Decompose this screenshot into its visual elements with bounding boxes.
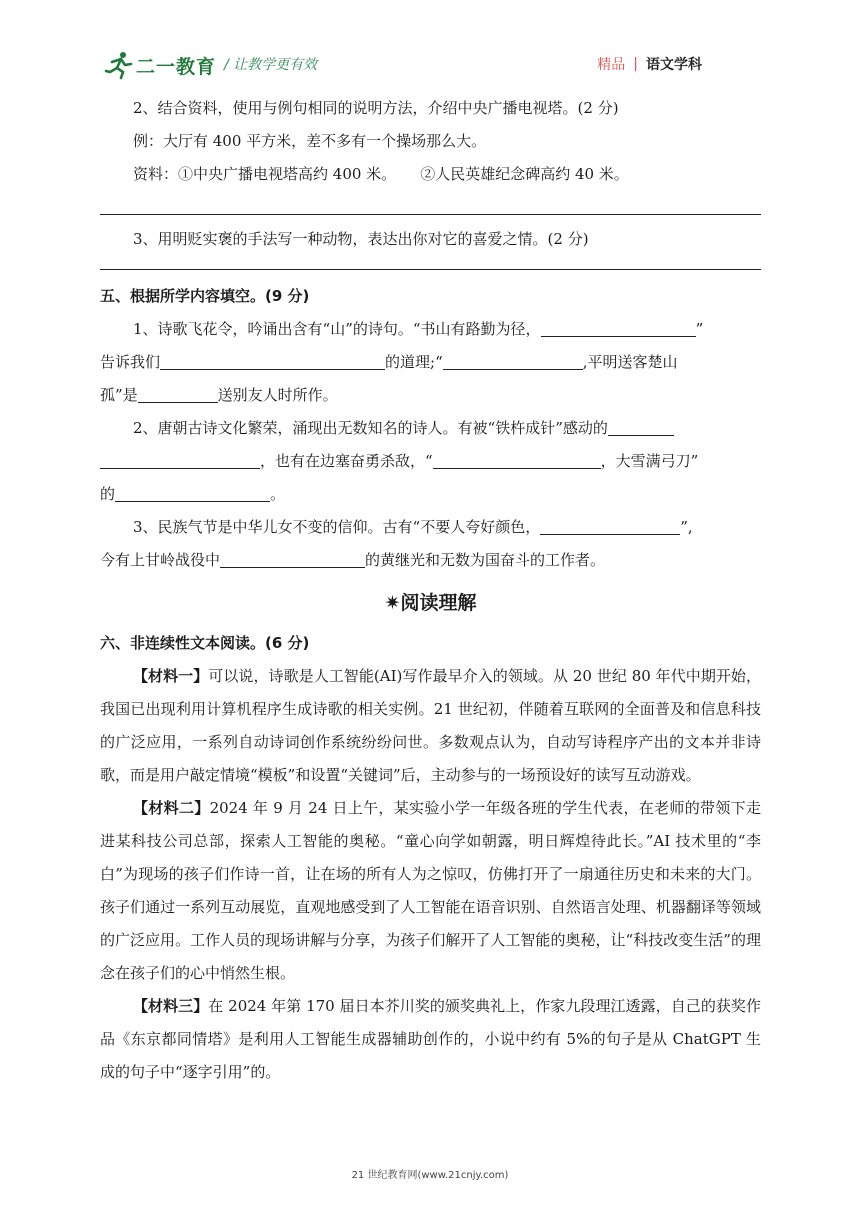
material-1 <box>100 660 761 792</box>
page-header <box>100 46 760 82</box>
q4-3-question: 3、用明贬实褒的手法写一种动物，表达出你对它的喜爱之情。(2 分) <box>133 230 589 248</box>
material-a: ①中央广播电视塔高约 400 米。 <box>178 165 397 183</box>
q4-2-material <box>100 158 761 191</box>
q4-2-example: 例：大厅有 400 平方米，差不多有一个操场那么大。 <box>133 132 487 150</box>
blank-3[interactable] <box>443 353 583 370</box>
q4-2-question: 2、结合资料，使用与例句相同的说明方法，介绍中央广播电视塔。(2 分) <box>133 99 619 117</box>
section5-q2-cont: ，也有在边塞奋勇杀敌，“ ，大雪满弓刀” <box>100 445 761 478</box>
logo <box>104 50 216 80</box>
reading-comprehension-title: ✷阅读理解 <box>384 592 477 614</box>
material-1-text: 可以说，诗歌是人工智能(AI)写作最早介入的领域。从 20 世纪 80 年代中期开始，我国已出现利用计算机程序生成诗歌的相关实例。21 世纪初，伴随着互联网的全面普及和信息科技的广泛应用，一系列自动诗词创作系统纷纷问世。多数观点认为，自动写诗程序产出的文本并非诗歌，而是用户敲定情境“模板”和设置“关键词”后，主动参与的一场预设好的读写互动游戏。 <box>100 667 761 784</box>
blank-5[interactable] <box>608 419 674 436</box>
section5-q2-end: 的 。 <box>100 485 286 503</box>
subject-tag: 语文学科 <box>646 57 702 73</box>
section5-title: 五、根据所学内容填空。(9 分) <box>100 287 310 305</box>
runner-logo-icon <box>104 50 134 80</box>
blank-6[interactable] <box>100 452 260 469</box>
slogan: / 让教学更有效 <box>224 57 318 73</box>
material-3-label: 【材料三】 <box>133 997 209 1015</box>
material-1-label: 【材料一】 <box>133 667 209 685</box>
material-b: ②人民英雄纪念碑高约 40 米。 <box>420 165 629 183</box>
material-2-label: 【材料二】 <box>133 799 210 817</box>
section5-q2: 2、唐朝古诗文化繁荣，涌现出无数知名的诗人。有被“铁杵成针”感动的 <box>100 412 761 445</box>
blank-2[interactable] <box>160 353 385 370</box>
document-body <box>100 92 761 1089</box>
material-2 <box>100 792 761 990</box>
blank-7[interactable] <box>433 452 601 469</box>
material-prefix: 资料： <box>133 165 179 183</box>
material-3-text: 在 2024 年第 170 届日本芥川奖的颁奖典礼上，作家九段理江透露，自己的获奖作品《东京都同情塔》是利用人工智能生成器辅助创作的，小说中约有 5%的句子是从 ChatGPT 生成的句子中“逐字引用”的。 <box>100 997 761 1081</box>
section5-q1: 1、诗歌飞花令，吟诵出含有“山”的诗句。“书山有路勤为径， ” <box>133 320 704 338</box>
blank-4[interactable] <box>138 386 218 403</box>
blank-9[interactable] <box>540 518 680 535</box>
page-footer: 21 世纪教育网(www.21cnjy.com) <box>351 1170 509 1181</box>
logo-text: 二一教育 <box>136 55 217 78</box>
header-tags <box>597 54 702 74</box>
blank-1[interactable] <box>541 320 696 337</box>
section5-q3: 3、民族气节是中华儿女不变的信仰。古有“不要人夸好颜色， ”, <box>133 518 693 536</box>
blank-8[interactable] <box>115 485 270 502</box>
section5-q1-end: 孤”是 送别友人时所作。 <box>100 386 338 404</box>
section5-q1-cont: 告诉我们 的道理;“ ,平明送客楚山 <box>100 353 678 371</box>
header-separator: | <box>633 56 638 72</box>
section5-q3-cont: 今有上甘岭战役中 的黄继光和无数为国奋斗的工作者。 <box>100 551 606 569</box>
material-2-text: 2024 年 9 月 24 日上午，某实验小学一年级各班的学生代表，在老师的带领下走进某科技公司总部，探索人工智能的奥秘。“童心向学如朝露，明日辉煌待此长。”AI 技术里的“李白”为现场的孩子们作诗一首，让在场的所有人为之惊叹，仿佛打开了一扇通往历史和未来的大门。孩子们通过一系列互动展览，直观地感受到了人工智能在语音识别、自然语言处理、机器翻译等领域的广泛应用。工作人员的现场讲解与分享，为孩子们解开了人工智能的奥秘，让“科技改变生活”的理念在孩子们的心中悄然生根。 <box>100 799 761 982</box>
blank-10[interactable] <box>220 551 365 568</box>
section6-title: 六、非连续性文本阅读。(6 分) <box>100 634 310 652</box>
quality-tag: 精品 <box>597 57 626 73</box>
material-3 <box>100 990 761 1089</box>
